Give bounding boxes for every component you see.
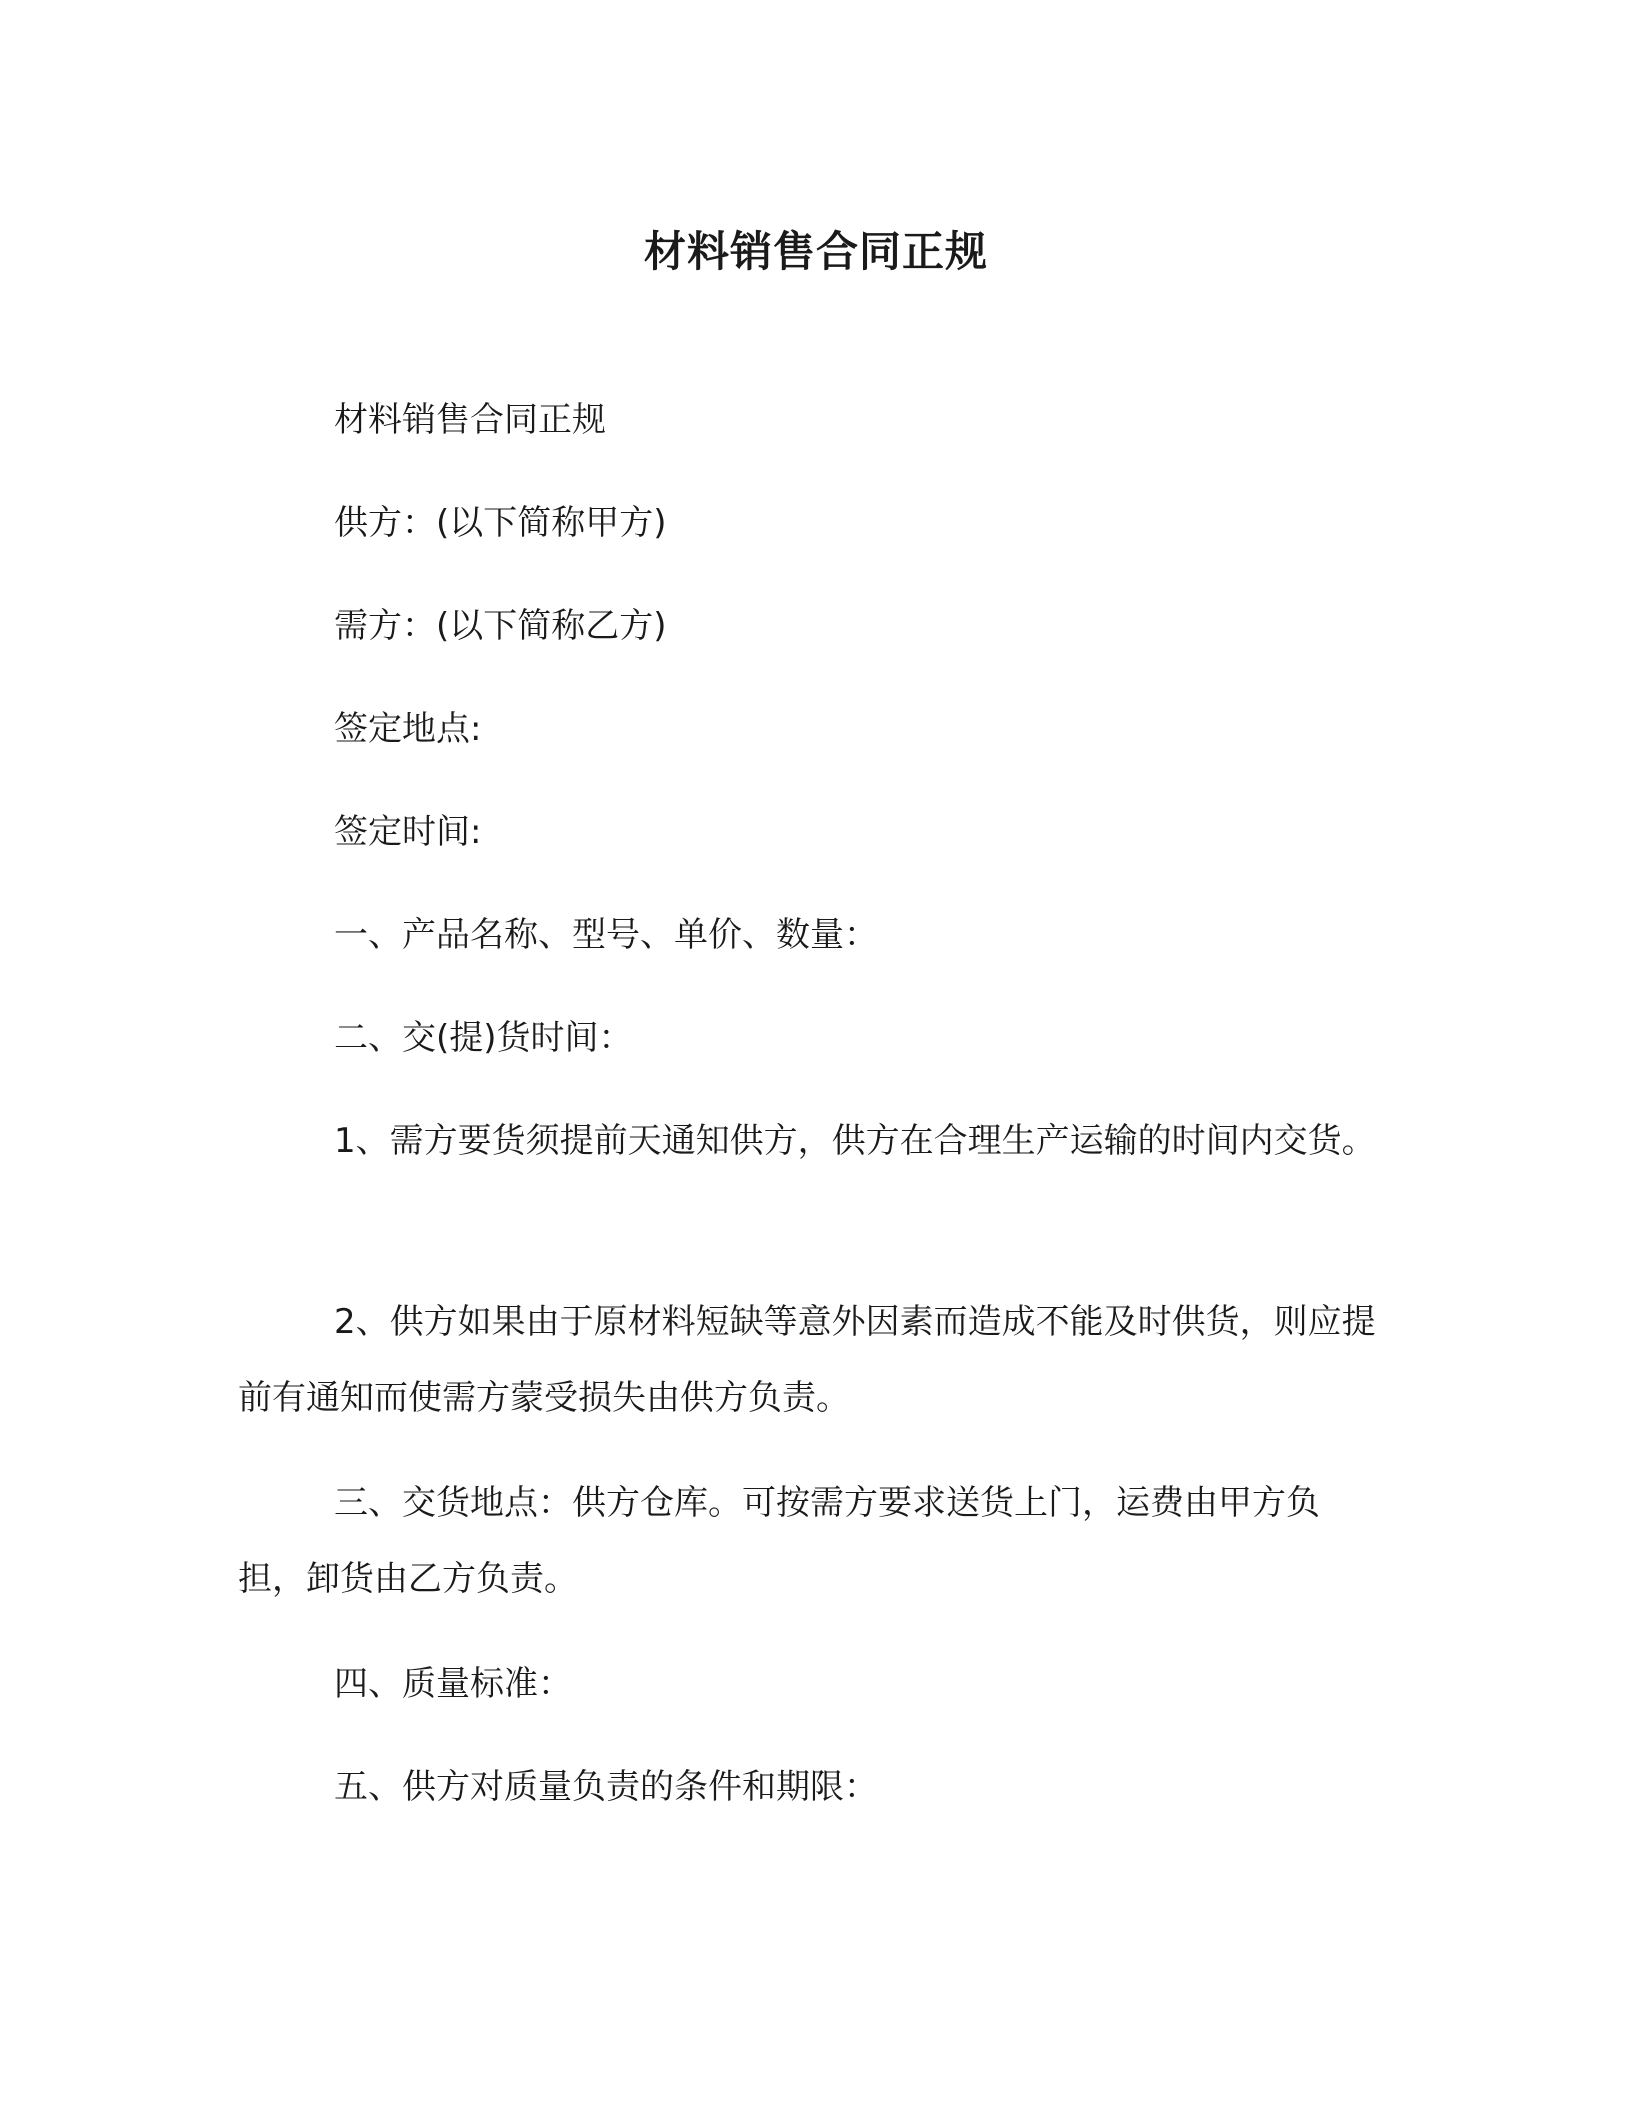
paragraph-section-4: 四、质量标准： [334,1664,572,1704]
paragraph-item-1: 1、需方要货须提前天通知供方，供方在合理生产运输的时间内交货。 [334,1121,1376,1161]
paragraph-section-3: 三、交货地点：供方仓库。可按需方要求送货上门，运费由甲方负担，卸货由乙方负责。 [238,1483,1320,1599]
paragraph-buyer: 需方：(以下简称乙方) [334,606,667,646]
paragraph-subtitle: 材料销售合同正规 [334,400,606,440]
paragraph-section-5: 五、供方对质量负责的条件和期限： [334,1767,878,1807]
document-title: 材料销售合同正规 [643,227,988,276]
paragraph-section-2: 二、交(提)货时间： [334,1018,633,1058]
paragraph-signing-place: 签定地点: [334,709,482,749]
paragraph-item-2: 2、供方如果由于原材料短缺等意外因素而造成不能及时供货，则应提前有通知而使需方蒙受损失由供方负责。 [238,1302,1376,1418]
paragraph-supplier: 供方：(以下简称甲方) [334,503,667,543]
paragraph-signing-time: 签定时间: [334,812,482,852]
paragraph-section-1: 一、产品名称、型号、单价、数量： [334,915,878,955]
